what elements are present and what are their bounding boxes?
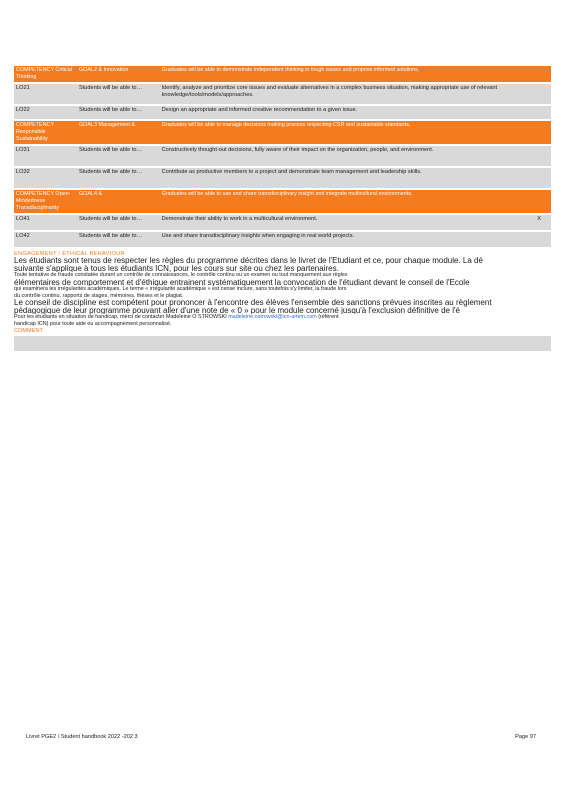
lo-code: LO22 xyxy=(16,107,30,113)
goal-label: GOAL4 & xyxy=(78,191,103,197)
learning-outcome-row xyxy=(14,84,551,106)
handicap-contact-text: Pour les étudiants en situation de handicap, merci de contacter Madeleine O STROWSKI xyxy=(14,314,227,320)
lo-subject: Students will be able to… xyxy=(78,169,143,175)
check-cell xyxy=(527,66,551,82)
page-number: Page 97 xyxy=(515,734,536,740)
competency-row xyxy=(14,121,551,146)
check-cell xyxy=(527,84,551,104)
check-cell xyxy=(527,121,551,144)
check-cell xyxy=(527,190,551,213)
lo-description: Identify, analyze and prioritize core issues and evaluate alternatives in a complex business situation, making appropriate use of relevant knowledge/tools/models/approaches. xyxy=(161,85,498,98)
handicap-contact-text-end: (référent xyxy=(318,314,339,320)
engagement-paragraph: Les étudiants sont tenus de respecter les règles du programme décrites dans le livret de l'Etudiant et ce, pour chaque module. La dé xyxy=(14,257,483,265)
engagement-paragraph: pédagogique de leur programme pouvant aller d'une note de « 0 » pour le module concerné jusqu'à l'exclusion définitive de l'é xyxy=(14,306,460,314)
lo-description: Constructively thought-out decisions, fully aware of their impact on the organization, people, and environment. xyxy=(161,147,434,153)
competency-row xyxy=(14,66,551,84)
lo-subject: Students will be able to… xyxy=(78,147,143,153)
goal-label: GOAL2 & Innovation xyxy=(78,67,129,73)
check-cell: X xyxy=(537,216,542,222)
engagement-heading: ENGAGEMENT / ETHICAL BEHAVIOUR xyxy=(14,251,125,257)
lo-code: LO21 xyxy=(16,85,30,91)
learning-outcome-row xyxy=(14,168,551,190)
competency-label: COMPETENCY Responsible Sustainability xyxy=(16,122,54,142)
lo-subject: Students will be able to… xyxy=(78,85,143,91)
goal-description: Graduates will be able to use and share transdisciplinary insight and integrate multicultural environments. xyxy=(161,191,413,197)
lo-code: LO41 xyxy=(16,216,30,222)
check-cell xyxy=(527,232,551,247)
check-cell xyxy=(527,106,551,119)
lo-description: Use and share transdisciplinary insights when engaging in real world projects. xyxy=(161,233,355,239)
engagement-paragraph: Le conseil de discipline est compétent pour prononcer à l'encontre des élèves l'ensemble des sanctions prévues inscrites au règlement xyxy=(14,299,492,307)
competency-row xyxy=(14,190,551,215)
learning-outcome-row xyxy=(14,106,551,121)
competency-label: COMPETENCY Open-Mindedness Transdisciplinarity xyxy=(16,191,71,211)
contact-email-link[interactable]: madeleine.ostrowski@icn-artem.com xyxy=(228,314,317,320)
goal-description: Graduates will be able to demonstrate independent thinking in tough issues and propose informed solutions. xyxy=(161,67,420,73)
lo-description: Demonstrate their ability to work in a multicultural environment. xyxy=(161,216,318,222)
engagement-paragraph: Toute tentative de fraude constatée durant un contrôle de connaissances, le contrôle continu ou un examen ou tout manquement aux règles xyxy=(14,272,348,278)
page-footer xyxy=(26,734,536,740)
engagement-paragraph: élémentaires de comportement et d'éthique entrainent systématiquement la convocation de l'étudiant devant le conseil de l'École xyxy=(14,278,470,286)
comment-box xyxy=(14,336,551,351)
lo-code: LO32 xyxy=(16,169,30,175)
engagement-section xyxy=(14,251,551,351)
comment-heading: COMMENT xyxy=(14,328,43,334)
competency-label: COMPETENCY Critical Thinking xyxy=(16,67,72,80)
engagement-paragraph: suivante s'applique à tous les étudiants ICN, pour les cours sur site ou chez les partenaires. xyxy=(14,264,339,272)
learning-outcome-row xyxy=(14,232,551,249)
lo-description: Contribute as productive members to a project and demonstrate team management and leadership skills. xyxy=(161,169,422,175)
lo-code: LO31 xyxy=(16,147,30,153)
learning-outcome-row xyxy=(14,215,551,232)
footer-left: Livret PGE2 / Student handbook 2022 -202 3 xyxy=(26,734,138,740)
lo-code: LO42 xyxy=(16,233,30,239)
lo-subject: Students will be able to… xyxy=(78,107,143,113)
lo-subject: Students will be able to… xyxy=(78,216,143,222)
engagement-paragraph: handicap ICN) pour toute aide ou accompagnement personnalisé. xyxy=(14,320,172,327)
lo-description: Design an appropriate and informed creative recommendation to a given issue. xyxy=(161,107,358,113)
check-cell xyxy=(527,168,551,188)
goal-label: GOAL3 Management & xyxy=(78,122,136,128)
engagement-paragraph: du contrôle continu, rapports de stages, mémoires, thèses et le plagiat. xyxy=(14,292,184,299)
engagement-paragraph: qui examinera les irrégularités académiques. Le terme « irrégularité académique » est censé inclure, sans toutefois s'y limiter, la fraude lors xyxy=(14,286,347,292)
lo-subject: Students will be able to… xyxy=(78,233,143,239)
check-cell xyxy=(527,146,551,166)
goal-description: Graduates will be able to manage decisions making process respecting CSR and sustainable standards. xyxy=(161,122,411,128)
page-content xyxy=(14,66,551,351)
competency-table xyxy=(14,66,551,249)
learning-outcome-row xyxy=(14,146,551,168)
